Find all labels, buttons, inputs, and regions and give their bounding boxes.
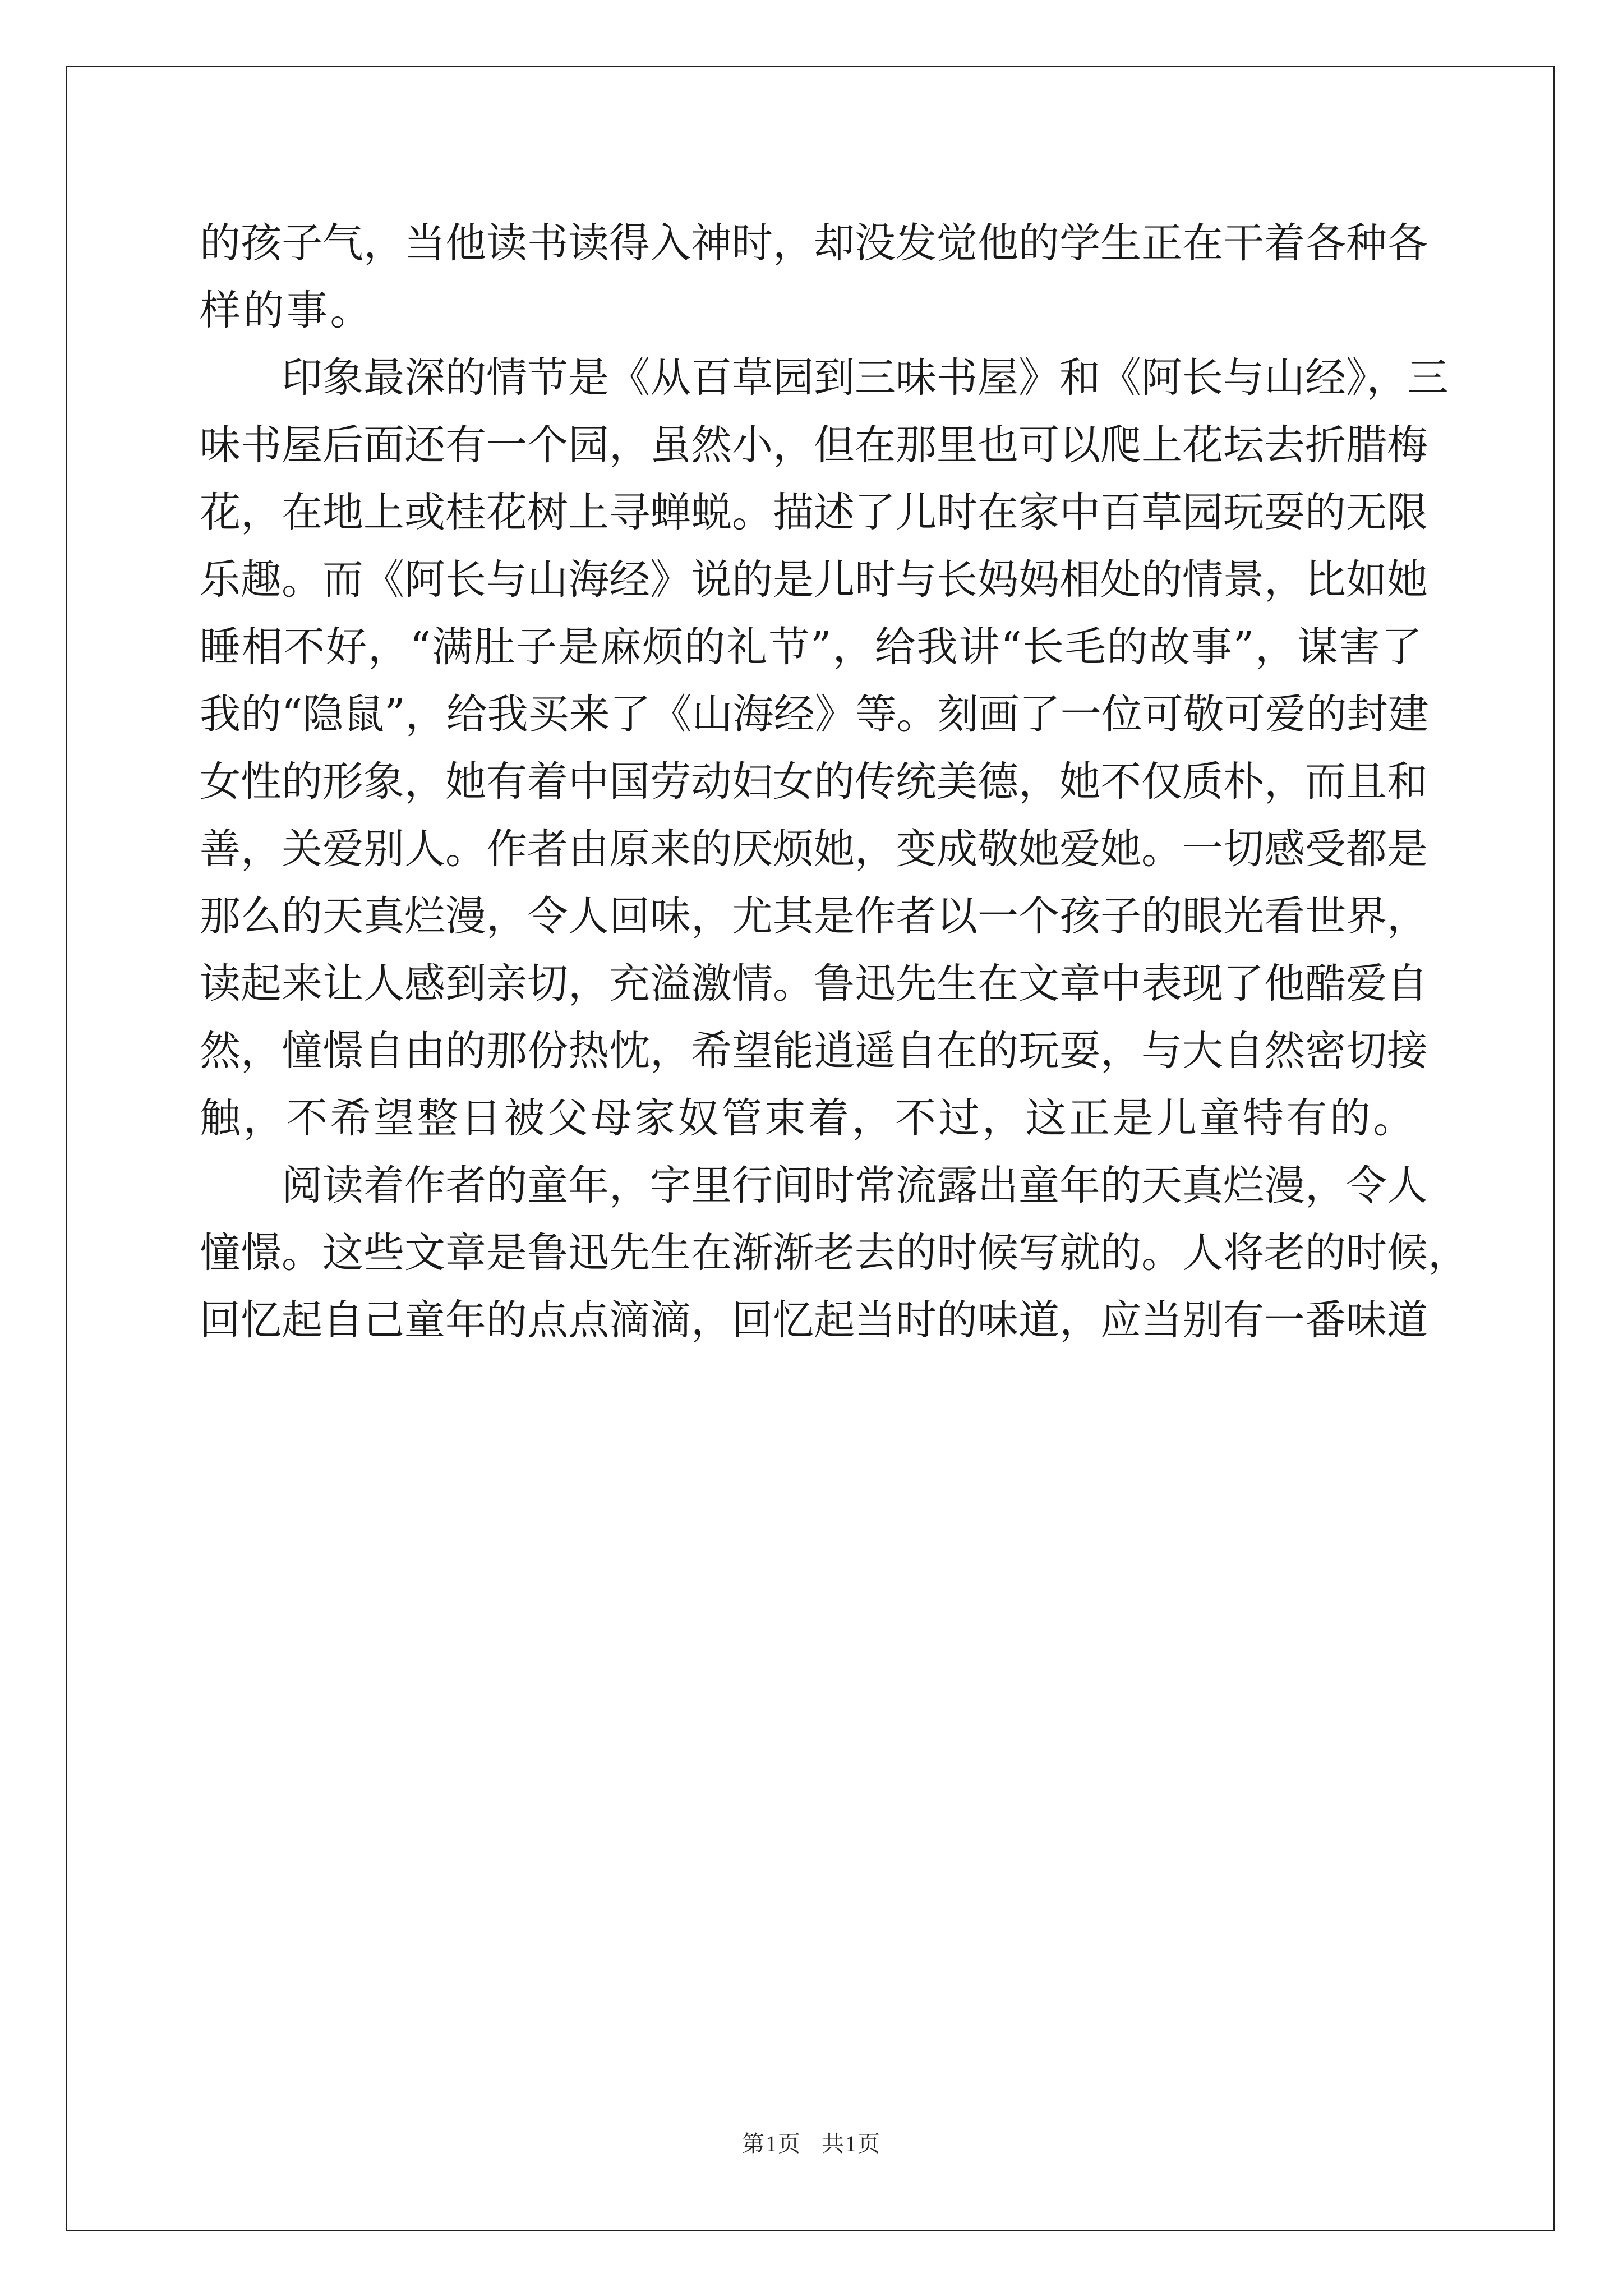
page-footer <box>0 2126 1623 2158</box>
text-line: 回忆起自己童年的点点滴滴，回忆起当时的味道，应当别有一番味道 <box>200 1296 1428 1344</box>
text-line: 女性的形象，她有着中国劳动妇女的传统美德，她不仅质朴，而且和 <box>200 758 1428 806</box>
text-line: 然，憧憬自由的那份热忱，希望能逍遥自在的玩耍，与大自然密切接 <box>200 1027 1428 1075</box>
text-line: 印象最深的情节是《从百草园到三味书屋》和《阿长与山经》，三 <box>200 354 1449 402</box>
text-line: 花，在地上或桂花树上寻蝉蜕。描述了儿时在家中百草园玩耍的无限 <box>200 489 1428 536</box>
text-line: 睡相不好，“满肚子是麻烦的礼节”，给我讲“长毛的故事”，谋害了 <box>200 623 1422 671</box>
text-line: 触，不希望整日被父母家奴管束着，不过，这正是儿童特有的。 <box>200 1094 1417 1142</box>
page-number: 第1页 <box>742 2131 801 2156</box>
text-line: 善，关爱别人。作者由原来的厌烦她，变成敬她爱她。一切感受都是 <box>200 825 1428 873</box>
text-line: 憧憬。这些文章是鲁迅先生在渐渐老去的时候写就的。人将老的时候， <box>200 1229 1469 1277</box>
text-line: 味书屋后面还有一个园，虽然小，但在那里也可以爬上花坛去折腊梅 <box>200 421 1428 469</box>
text-line: 读起来让人感到亲切，充溢激情。鲁迅先生在文章中表现了他酷爱自 <box>200 960 1428 1007</box>
text-line: 的孩子气，当他读书读得入神时，却没发觉他的学生正在干着各种各 <box>200 219 1428 267</box>
text-line: 样的事。 <box>200 287 374 334</box>
text-line: 乐趣。而《阿长与山海经》说的是儿时与长妈妈相处的情景，比如她 <box>200 556 1428 604</box>
page-total: 共1页 <box>822 2131 881 2156</box>
text-line: 我的“隐鼠”，给我买来了《山海经》等。刻画了一位可敬可爱的封建 <box>200 691 1429 738</box>
text-line: 那么的天真烂漫，令人回味，尤其是作者以一个孩子的眼光看世界， <box>200 892 1428 940</box>
text-line: 阅读着作者的童年，字里行间时常流露出童年的天真烂漫，令人 <box>200 1162 1428 1209</box>
